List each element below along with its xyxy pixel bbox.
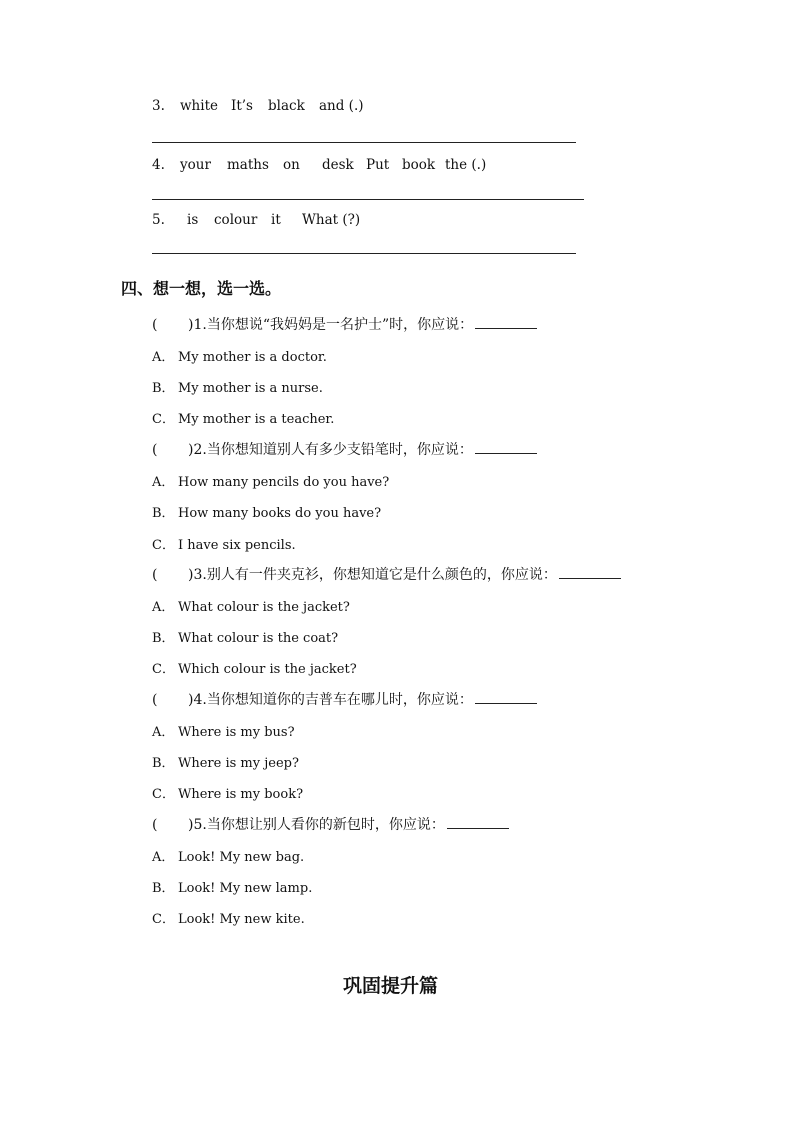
question-1 bbox=[152, 314, 537, 334]
option-letter: B． bbox=[152, 506, 175, 521]
answer-blank[interactable] bbox=[475, 440, 537, 454]
option-a[interactable] bbox=[152, 721, 295, 740]
reorder-word: What (?) bbox=[302, 212, 361, 228]
answer-paren[interactable]: ( bbox=[152, 317, 158, 333]
answer-paren[interactable]: ( bbox=[152, 442, 158, 458]
question-2 bbox=[152, 439, 537, 459]
reorder-item-3 bbox=[152, 98, 364, 114]
option-b[interactable] bbox=[152, 627, 338, 646]
option-letter: C． bbox=[152, 412, 175, 427]
option-a[interactable] bbox=[152, 596, 350, 615]
option-letter: A． bbox=[152, 475, 175, 490]
question-3 bbox=[152, 564, 621, 584]
option-letter: B． bbox=[152, 881, 175, 896]
option-letter: B． bbox=[152, 381, 175, 396]
reorder-word: desk bbox=[322, 157, 354, 173]
answer-blank[interactable] bbox=[447, 815, 509, 829]
reorder-number: 3. bbox=[152, 98, 165, 114]
option-letter: C． bbox=[152, 538, 175, 553]
answer-line-4[interactable] bbox=[152, 199, 584, 200]
option-text: Look! My new bag. bbox=[178, 850, 305, 865]
answer-blank[interactable] bbox=[475, 690, 537, 704]
option-letter: C． bbox=[152, 787, 175, 802]
option-text: Where is my book? bbox=[178, 787, 304, 802]
answer-blank[interactable] bbox=[559, 565, 621, 579]
option-c[interactable] bbox=[152, 658, 357, 677]
reorder-number: 5. bbox=[152, 212, 165, 228]
reorder-word: it bbox=[271, 212, 281, 228]
option-text: How many books do you have? bbox=[178, 506, 382, 521]
option-c[interactable] bbox=[152, 408, 334, 427]
option-b[interactable] bbox=[152, 877, 312, 896]
answer-blank[interactable] bbox=[475, 315, 537, 329]
reorder-word: maths bbox=[227, 157, 269, 173]
option-letter: A． bbox=[152, 350, 175, 365]
option-text: Look! My new kite. bbox=[178, 912, 305, 927]
reorder-word: white bbox=[180, 98, 218, 114]
option-b[interactable] bbox=[152, 502, 381, 521]
option-b[interactable] bbox=[152, 377, 323, 396]
option-c[interactable] bbox=[152, 783, 303, 802]
option-a[interactable] bbox=[152, 346, 327, 365]
option-letter: A． bbox=[152, 850, 175, 865]
reorder-word: your bbox=[180, 157, 211, 173]
question-text: )5.当你想让别人看你的新包时，你应说： bbox=[188, 817, 445, 833]
reorder-word: and (.) bbox=[319, 98, 364, 114]
option-text: How many pencils do you have? bbox=[178, 475, 390, 490]
option-text: Where is my jeep? bbox=[178, 756, 299, 771]
reorder-word: the (.) bbox=[445, 157, 487, 173]
reorder-word: on bbox=[283, 157, 300, 173]
option-letter: A． bbox=[152, 725, 175, 740]
answer-paren[interactable]: ( bbox=[152, 692, 158, 708]
option-c[interactable] bbox=[152, 534, 296, 553]
reorder-word: book bbox=[402, 157, 436, 173]
part-title: 巩固提升篇 bbox=[343, 975, 439, 997]
option-text: My mother is a teacher. bbox=[178, 412, 335, 427]
option-text: Where is my bus? bbox=[178, 725, 295, 740]
reorder-word: It’s bbox=[231, 98, 253, 114]
answer-paren[interactable]: ( bbox=[152, 817, 158, 833]
reorder-word: Put bbox=[366, 157, 390, 173]
option-letter: B． bbox=[152, 756, 175, 771]
option-text: Look! My new lamp. bbox=[178, 881, 313, 896]
reorder-word: is bbox=[187, 212, 199, 228]
answer-paren[interactable]: ( bbox=[152, 567, 158, 583]
question-4 bbox=[152, 689, 537, 709]
option-letter: A． bbox=[152, 600, 175, 615]
reorder-item-5 bbox=[152, 212, 360, 228]
reorder-word: black bbox=[268, 98, 305, 114]
reorder-number: 4. bbox=[152, 157, 165, 173]
question-text: )3.别人有一件夹克衫，你想知道它是什么颜色的，你应说： bbox=[188, 567, 557, 583]
answer-line-5[interactable] bbox=[152, 253, 576, 254]
reorder-item-4 bbox=[152, 157, 486, 173]
option-text: Which colour is the jacket? bbox=[178, 662, 357, 677]
option-a[interactable] bbox=[152, 846, 304, 865]
option-a[interactable] bbox=[152, 471, 389, 490]
question-text: )1.当你想说“我妈妈是一名护士”时，你应说： bbox=[188, 317, 474, 333]
option-letter: C． bbox=[152, 912, 175, 927]
option-letter: B． bbox=[152, 631, 175, 646]
option-text: I have six pencils. bbox=[178, 538, 296, 553]
option-letter: C． bbox=[152, 662, 175, 677]
section-heading: 四、想一想，选一选。 bbox=[121, 279, 282, 298]
option-b[interactable] bbox=[152, 752, 299, 771]
option-c[interactable] bbox=[152, 908, 305, 927]
question-text: )2.当你想知道别人有多少支铅笔时，你应说： bbox=[188, 442, 473, 458]
option-text: My mother is a nurse. bbox=[178, 381, 323, 396]
reorder-word: colour bbox=[214, 212, 258, 228]
question-text: )4.当你想知道你的吉普车在哪儿时，你应说： bbox=[188, 692, 473, 708]
answer-line-3[interactable] bbox=[152, 142, 576, 143]
option-text: What colour is the jacket? bbox=[178, 600, 350, 615]
option-text: What colour is the coat? bbox=[178, 631, 339, 646]
option-text: My mother is a doctor. bbox=[178, 350, 327, 365]
question-5 bbox=[152, 814, 509, 834]
